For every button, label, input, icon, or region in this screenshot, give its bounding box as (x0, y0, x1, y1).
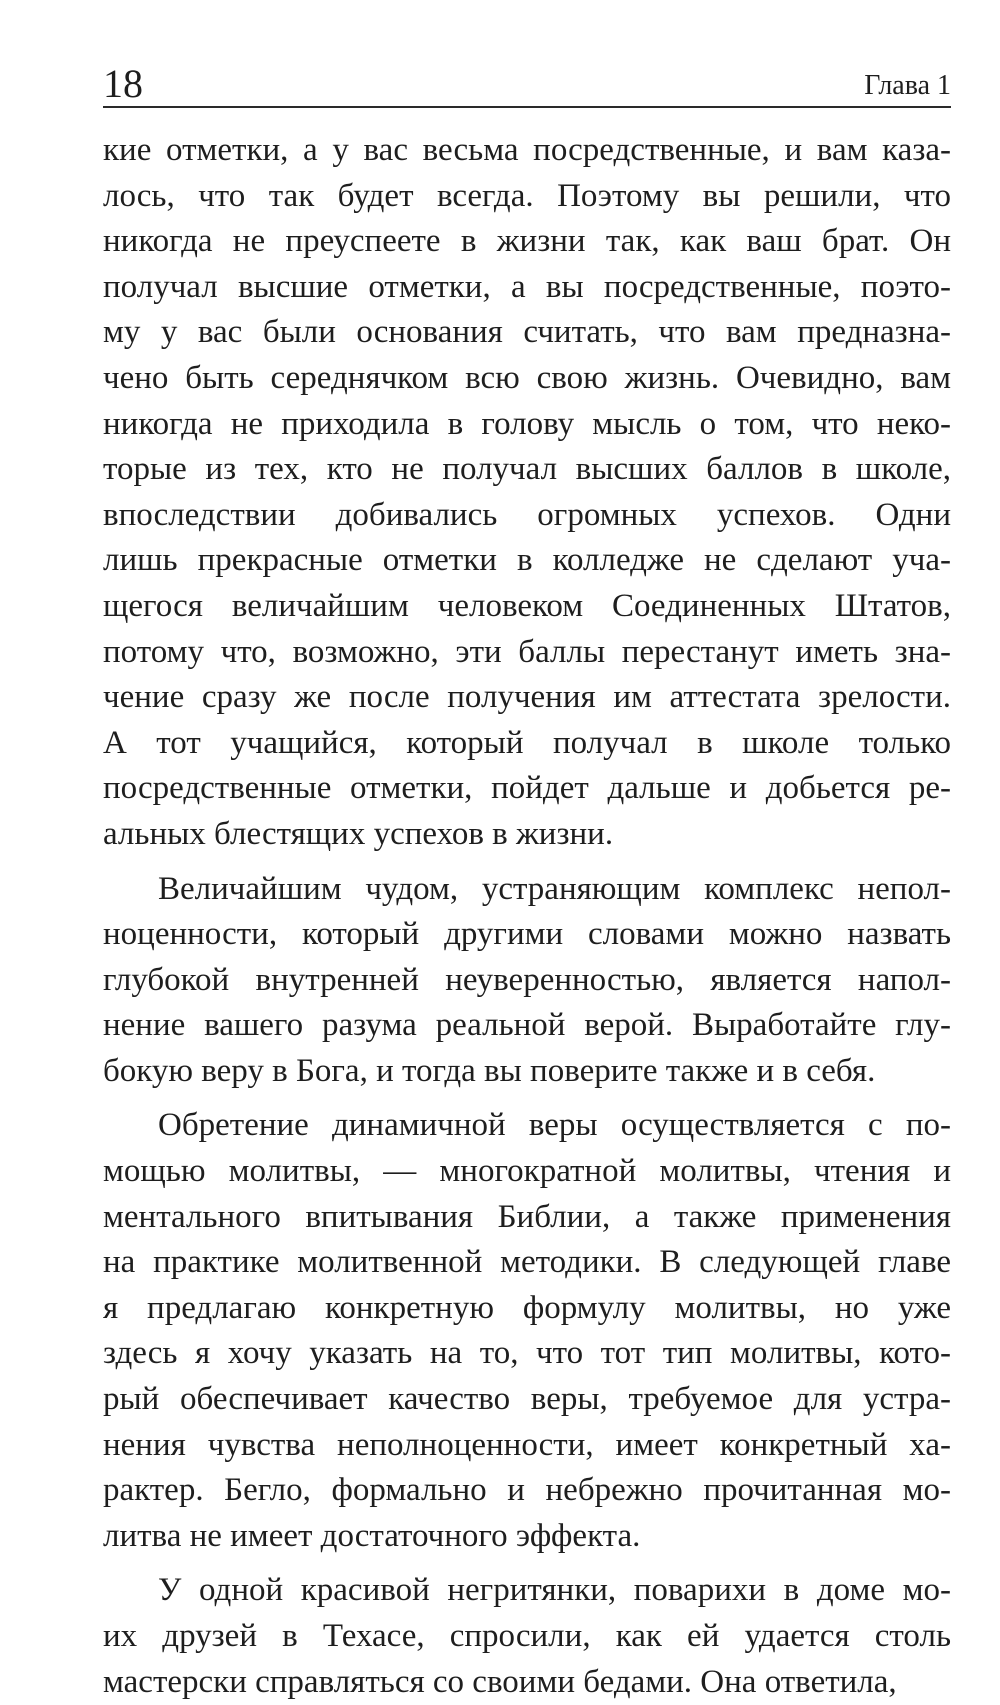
paragraph-gap (103, 858, 951, 867)
text-line: мастерски справляться со своими бедами. Она ответила, (103, 1663, 897, 1700)
running-head (103, 60, 951, 108)
text-line: Величайшим чудом, устраняющим комплекс непол- (158, 870, 951, 907)
text-line: щегося величайшим человеком Соединенных Штатов, (103, 587, 951, 624)
text-line: потому что, возможно, эти баллы перестанут иметь зна- (103, 633, 951, 670)
text-line: лось, что так будет всегда. Поэтому вы решили, что (103, 177, 951, 214)
header-rule (103, 106, 951, 108)
body-text (103, 128, 951, 1705)
text-line: я предлагаю конкретную формулу молитвы, но уже (103, 1289, 951, 1326)
text-line: посредственные отметки, пойдет дальше и добьется ре- (103, 770, 951, 807)
text-line: Обретение динамичной веры осуществляется с по- (158, 1107, 951, 1144)
text-line: мощью молитвы, — многократной молитвы, чтения и (103, 1153, 951, 1190)
text-line: здесь я хочу указать на то, что тот тип молитвы, кото- (103, 1335, 951, 1372)
text-line: альных блестящих успехов в жизни. (103, 815, 614, 852)
paragraph (103, 867, 951, 1095)
text-line: рактер. Бегло, формально и небрежно прочитанная мо- (103, 1472, 951, 1509)
paragraph (103, 1568, 951, 1705)
text-line: нение вашего разума реальной верой. Выработайте глу- (103, 1007, 951, 1044)
text-line: бокую веру в Бога, и тогда вы поверите также и в себя. (103, 1052, 876, 1089)
text-line: му у вас были основания считать, что вам предназна- (103, 314, 951, 351)
text-line: торые из тех, кто не получал высших баллов в школе, (103, 451, 951, 488)
chapter-label: Глава 1 (864, 70, 951, 101)
text-line: чено быть середнячком всю свою жизнь. Очевидно, вам (103, 359, 951, 396)
paragraph (103, 1103, 951, 1559)
text-line: А тот учащийся, который получал в школе только (103, 724, 951, 761)
paragraph (103, 128, 951, 858)
text-line: ментального впитывания Библии, а также применения (103, 1198, 951, 1235)
text-line: нения чувства неполноценности, имеет конкретный ха- (103, 1426, 951, 1463)
text-line: никогда не приходила в голову мысль о том, что неко- (103, 405, 951, 442)
text-line: их друзей в Техасе, спросили, как ей удается столь (103, 1618, 951, 1654)
text-line: лишь прекрасные отметки в колледже не сделают уча- (103, 542, 951, 579)
text-line: ноценности, который другими словами можно назвать (103, 916, 951, 953)
text-line: на практике молитвенной методики. В следующей главе (103, 1244, 951, 1281)
text-line: кие отметки, а у вас весьма посредственные, и вам каза- (103, 132, 951, 168)
paragraph-gap (103, 1094, 951, 1103)
page-number: 18 (103, 61, 143, 106)
paragraph-gap (103, 1559, 951, 1568)
text-line: впоследствии добивались огромных успехов. Одни (103, 496, 951, 533)
text-line: рый обеспечивает качество веры, требуемое для устра- (103, 1381, 951, 1418)
text-line: У одной красивой негритянки, поварихи в доме мо- (158, 1572, 951, 1609)
text-line: чение сразу же после получения им аттестата зрелости. (103, 679, 951, 716)
text-line: получал высшие отметки, а вы посредственные, поэто- (103, 268, 951, 305)
text-line: никогда не преуспеете в жизни так, как ваш брат. Он (103, 223, 951, 260)
text-line: литва не имеет достаточного эффекта. (103, 1517, 641, 1554)
text-line: глубокой внутренней неуверенностью, является напол- (103, 961, 951, 998)
